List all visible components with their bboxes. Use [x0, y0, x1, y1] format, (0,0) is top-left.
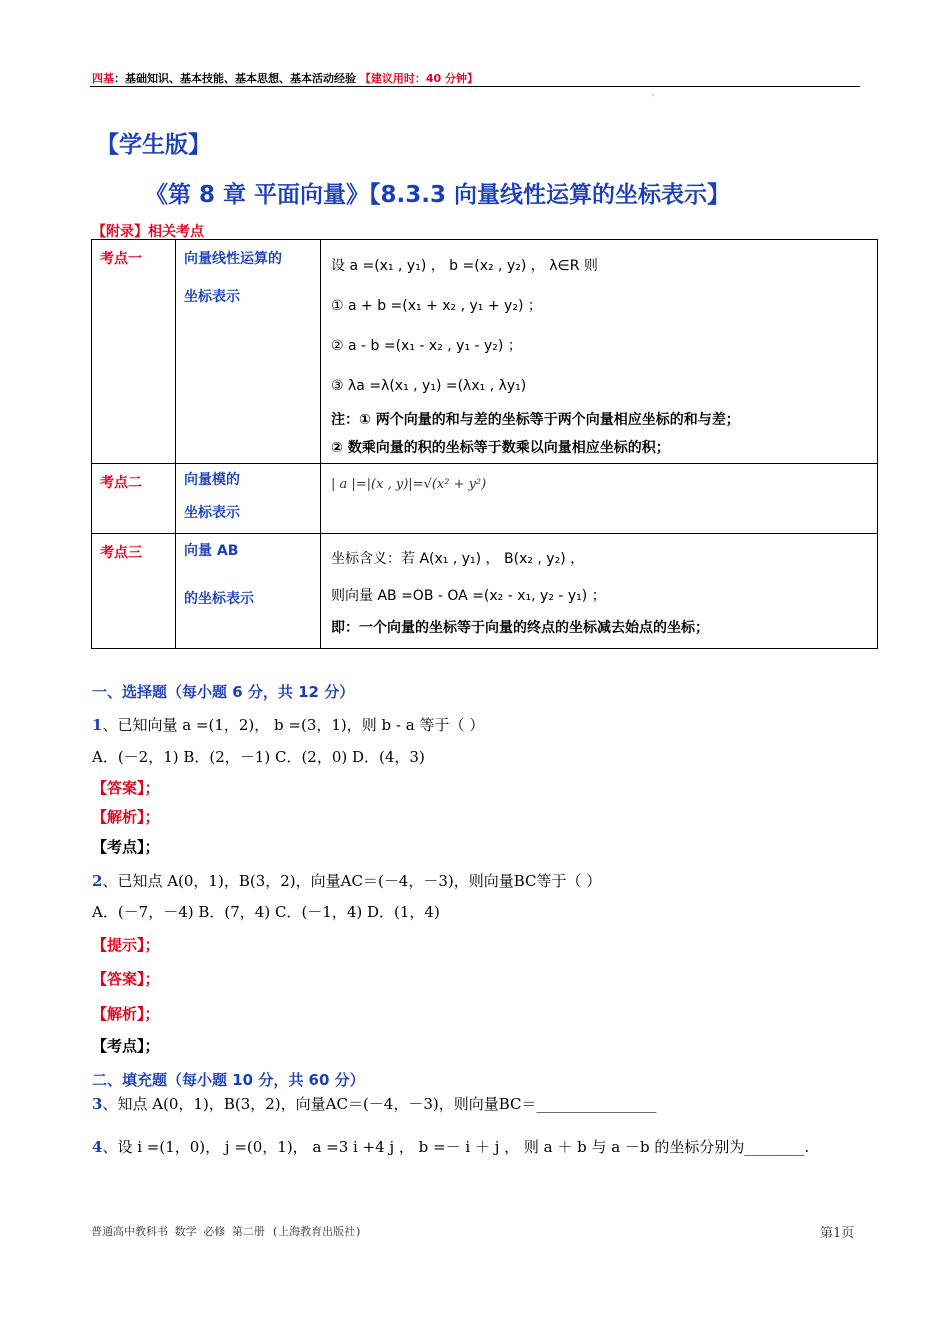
kaodian-content [321, 534, 878, 649]
section-heading: 二、填充题（每小题 10 分，共 60 分） [92, 1071, 365, 1089]
kaodian-tag: 【考点】； [92, 1037, 160, 1055]
question-number: 4 [92, 1138, 103, 1156]
analysis-tag: 【解析】； [92, 808, 160, 826]
formula-line: ③ λa =λ(x₁ , y₁) =(λx₁ , λy₁) [331, 378, 527, 394]
formula-line: | a |=|(x , y)|=√(x² + y²) [331, 477, 487, 492]
question-4 [92, 1136, 809, 1157]
section-heading: 一、选择题（每小题 6 分，共 12 分） [92, 683, 355, 701]
question-text: 、已知向量 a =(1，2)， b =(3，1)，则 b - a 等于（ ） [102, 716, 485, 734]
kaodian-tag: 【考点】； [92, 838, 160, 856]
page-number: 第1页 [820, 1226, 855, 1241]
kaodian-title-line: 向量 AB [184, 543, 239, 559]
question-text: 、知点 A(0，1)，B(3，2)，向量AC＝(－4，－3)，则向量BC＝________________ [102, 1095, 657, 1113]
question-3 [92, 1093, 657, 1114]
kaodian-title [176, 534, 321, 649]
kaodian-table [91, 239, 878, 649]
header-rule [90, 86, 860, 87]
kaodian-content [321, 240, 878, 464]
question-1 [92, 714, 484, 735]
answer-tag: 【答案】； [92, 970, 160, 988]
header-text: ：基础知识、基本技能、基本思想、基本活动经验 [114, 72, 356, 85]
question-text: 、已知点 A(0，1)，B(3，2)，向量AC＝(－4，－3)，则向量BC等于（ ） [102, 872, 602, 890]
kaodian-title-line: 向量模的 [184, 472, 240, 488]
kaodian-content [321, 464, 878, 534]
formula-line: 设 a =(x₁ , y₁) ， b =(x₂ , y₂) ， λ∈R 则 [331, 258, 598, 274]
formula-line: ② a - b =(x₁ - x₂ , y₁ - y₂) ； [331, 338, 522, 354]
hint-tag: 【提示】； [92, 936, 160, 954]
page-title: 《第 8 章 平面向量》【8.3.3 向量线性运算的坐标表示】 [145, 182, 731, 208]
note-line: 注：① 两个向量的和与差的坐标等于两个向量相应坐标的和与差； [331, 412, 740, 428]
kaodian-title-line: 的坐标表示 [184, 591, 254, 607]
header-prefix: 四基 [92, 72, 114, 85]
edition-label: 【学生版】 [96, 132, 211, 158]
formula-line: ① a + b =(x₁ + x₂ , y₁ + y₂) ； [331, 298, 542, 314]
appendix-heading: 【附录】相关考点 [92, 224, 204, 240]
question-options: A．(－7，－4) B．(7，4) C．(－1，4) D．(1，4) [92, 903, 440, 921]
question-options: A．(－2，1) B．(2，－1) C．(2，0) D．(4，3) [92, 748, 425, 766]
footer-book: 普通高中教科书 数学 必修 第二册 (上海教育出版社) [91, 1225, 362, 1238]
formula-line: 坐标含义：若 A(x₁ , y₁) ， B(x₂ , y₂) ， [331, 551, 585, 567]
note-line: 即：一个向量的坐标等于向量的终点的坐标减去始点的坐标； [331, 620, 709, 636]
kaodian-title [176, 240, 321, 464]
answer-tag: 【答案】； [92, 779, 160, 797]
kaodian-name: 考点一 [92, 240, 176, 464]
table-row [92, 240, 878, 464]
kaodian-title-line: 坐标表示 [184, 505, 240, 521]
kaodian-name: 考点二 [92, 464, 176, 534]
analysis-tag: 【解析】； [92, 1005, 160, 1023]
kaodian-title-line: 向量线性运算的 [184, 251, 282, 267]
page-header [92, 70, 478, 86]
question-2 [92, 870, 601, 891]
kaodian-name: 考点三 [92, 534, 176, 649]
question-text: 、设 i =(1，0)， j =(0，1)， a =3 i +4 j ， b =－ i ＋ j ， 则 a ＋ b 与 a －b 的坐标分别为________. [102, 1138, 810, 1156]
header-time: 【建议用时：40 分钟】 [359, 72, 478, 85]
header-mark: ' [652, 93, 655, 102]
formula-line: 则向量 AB =OB - OA =(x₂ - x₁, y₂ - y₁) ； [331, 588, 606, 604]
kaodian-title [176, 464, 321, 534]
question-number: 1 [92, 716, 103, 734]
question-number: 2 [92, 872, 103, 890]
note-line: ② 数乘向量的积的坐标等于数乘以向量相应坐标的积； [331, 440, 670, 456]
table-row [92, 464, 878, 534]
kaodian-title-line: 坐标表示 [184, 289, 240, 305]
table-row [92, 534, 878, 649]
question-number: 3 [92, 1095, 103, 1113]
